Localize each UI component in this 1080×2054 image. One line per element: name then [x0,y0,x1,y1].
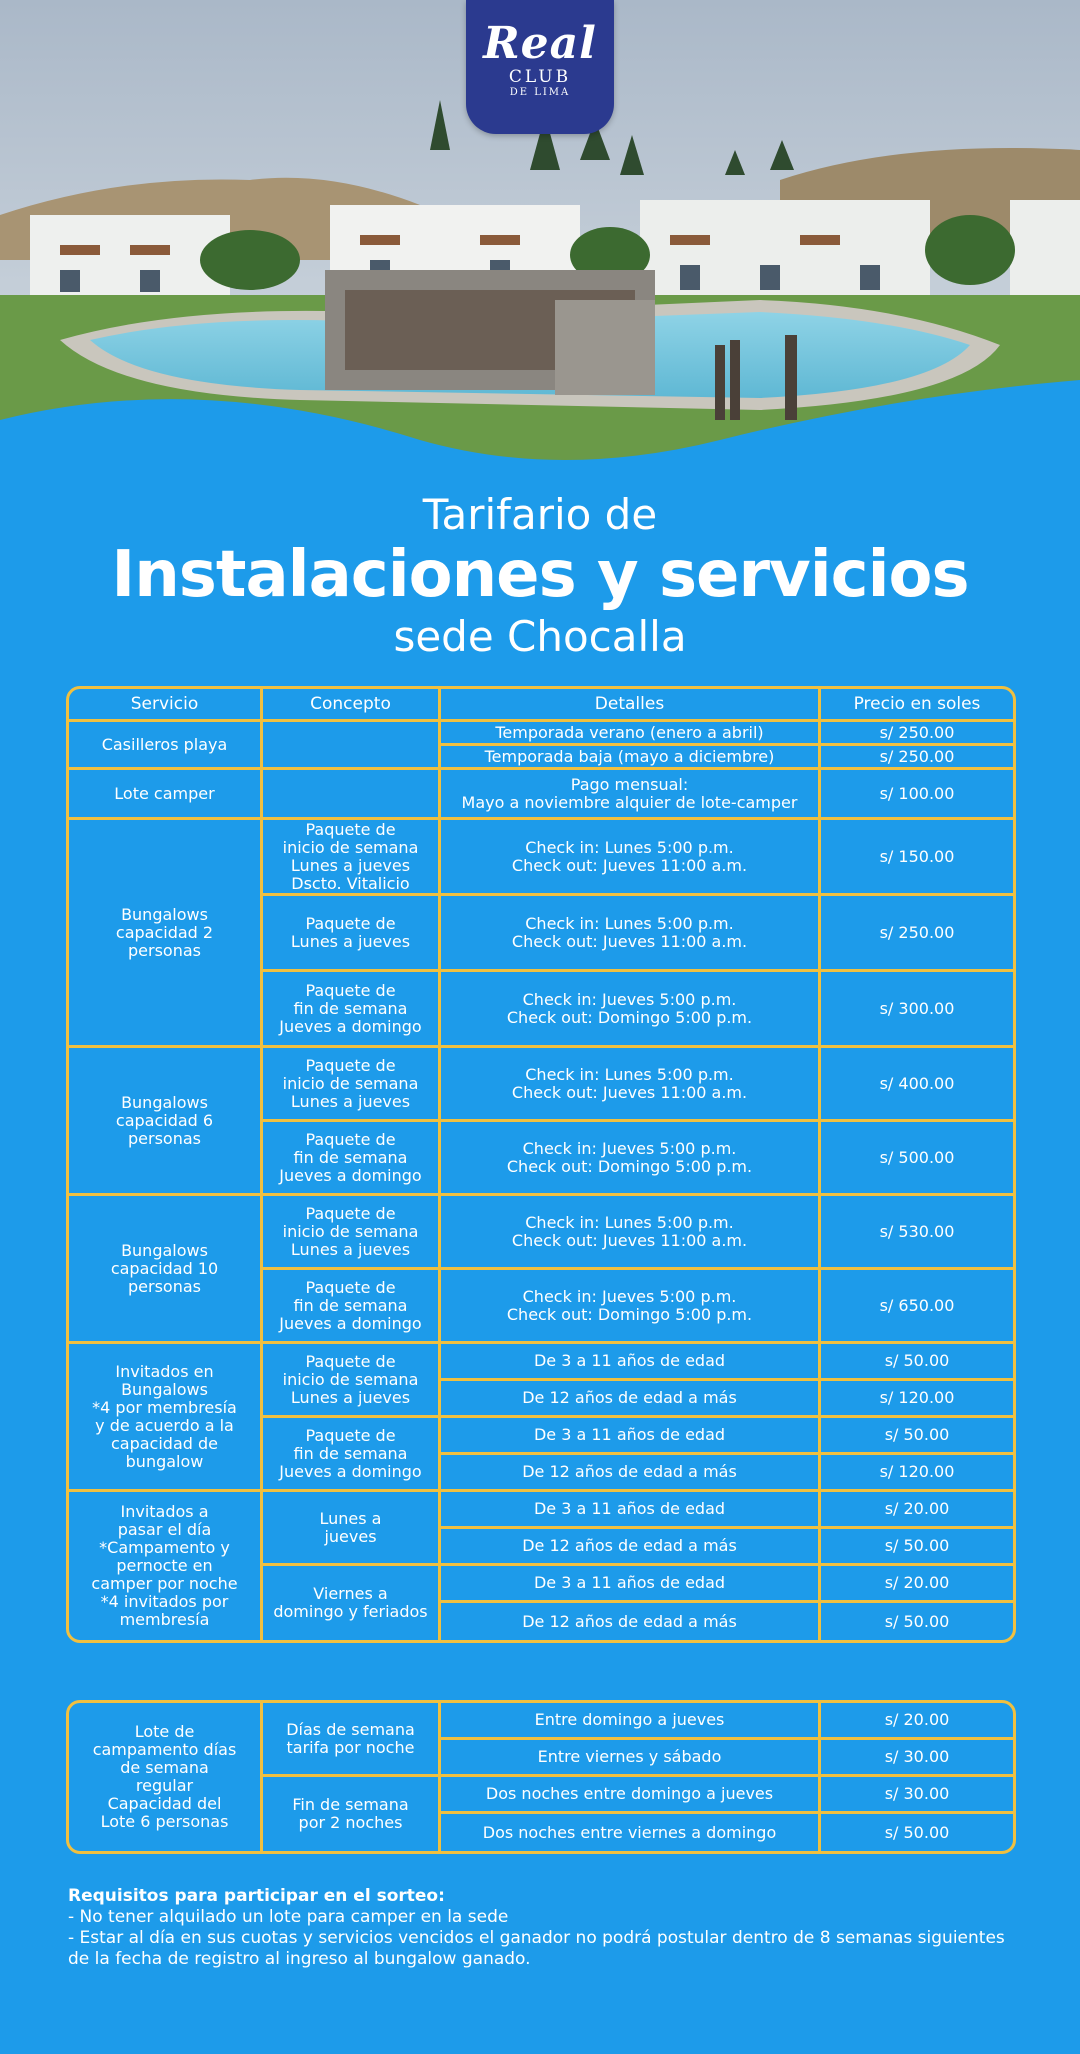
title-line-1: Tarifario de [422,490,658,539]
price-cell: s/ 50.00 [821,1529,1013,1566]
table-row [69,1196,1013,1270]
page-title: Instalaciones y servicios [111,538,969,612]
servicio-cell: Bungalows capacidad 6 personas [69,1048,263,1196]
servicio-cell: Casilleros playa [69,722,263,770]
concepto-cell: Viernes a domingo y feriados [263,1566,441,1640]
club-logo [466,0,614,134]
table-header-row [69,689,1013,722]
price-cell: s/ 20.00 [821,1566,1013,1603]
header-servicio: Servicio [69,689,263,722]
price-cell: s/ 50.00 [884,1611,950,1631]
logo-real: Real [483,18,597,69]
logo-de-lima: DE LIMA [509,87,571,98]
servicio-cell: Invitados a pasar el día *Campamento y pernocte en camper por noche *4 invitados por membresía [69,1492,263,1640]
detalle-cell: Dos noches entre viernes a domingo [441,1814,821,1851]
header-detalles: Detalles [441,689,821,722]
price-cell: s/ 30.00 [821,1777,1013,1814]
price-cell: s/ 50.00 [821,1344,1013,1381]
price-cell: s/ 250.00 [821,746,1013,770]
table-row [69,770,1013,820]
servicio-cell: Lote camper [69,770,263,820]
header-precio: Precio en soles [821,689,1013,722]
detalle-cell: Entre domingo a jueves [441,1703,821,1740]
table-row [69,1492,1013,1529]
detalle-cell: Check in: Lunes 5:00 p.m. Check out: Jueves 11:00 a.m. [441,1196,821,1270]
detalle-cell: Check in: Jueves 5:00 p.m. Check out: Domingo 5:00 p.m. [441,972,821,1048]
concepto-cell: Días de semana tarifa por noche [263,1703,441,1777]
concepto-cell: Lunes a jueves [263,1492,441,1566]
detalle-cell: Dos noches entre domingo a jueves [441,1777,821,1814]
concepto-cell [263,722,441,770]
table-row [69,820,1013,896]
table-row [69,1703,1013,1740]
servicio-cell: Invitados en Bungalows *4 por membresía y de acuerdo a la capacidad de bungalow [69,1344,263,1492]
detalle-cell: De 3 a 11 años de edad [441,1492,821,1529]
detalle-cell: Temporada baja (mayo a diciembre) [441,746,821,770]
title-line-3: sede Chocalla [393,612,687,661]
detalle-cell: De 3 a 11 años de edad [441,1418,821,1455]
detalle-cell: Entre viernes y sábado [441,1740,821,1777]
price-cell: s/ 50.00 [821,1418,1013,1455]
detalle-cell: De 3 a 11 años de edad [441,1344,821,1381]
table-row [69,1344,1013,1381]
header-concepto: Concepto [263,689,441,722]
price-cell: s/ 20.00 [821,1703,1013,1740]
price-cell: s/ 120.00 [821,1381,1013,1418]
concepto-cell: Paquete de inicio de semana Lunes a jueves Dscto. Vitalicio [263,820,441,896]
detalle-cell: De 12 años de edad a más [441,1381,821,1418]
price-cell: s/ 300.00 [821,972,1013,1048]
detalle-cell: De 12 años de edad a más [441,1455,821,1492]
concepto-cell: Paquete de Lunes a jueves [263,896,441,972]
detalle-cell: Check in: Lunes 5:00 p.m. Check out: Jueves 11:00 a.m. [441,1048,821,1122]
concepto-cell: Fin de semana por 2 noches [263,1777,441,1851]
table-row [69,1048,1013,1122]
price-cell: s/ 400.00 [821,1048,1013,1122]
detalle-cell: Pago mensual: Mayo a noviembre alquier de lote-camper [441,770,821,820]
price-cell: s/ 650.00 [821,1270,1013,1344]
price-cell: s/ 120.00 [821,1455,1013,1492]
requirement-item: - Estar al día en sus cuotas y servicios vencidos el ganador no podrá postular dentro de 8 semanas siguientes de la fecha de registro al ingreso al bungalow ganado. [68,1928,1005,1969]
price-cell: s/ 250.00 [821,722,1013,746]
servicio-cell: Bungalows capacidad 10 personas [69,1196,263,1344]
requirements [68,1886,1028,1970]
rates-table [66,686,1016,1643]
detalle-cell: De 12 años de edad a más [441,1603,821,1640]
detalle-cell: Check in: Jueves 5:00 p.m. Check out: Domingo 5:00 p.m. [441,1270,821,1344]
price-cell: s/ 50.00 [884,1822,950,1842]
price-cell: s/ 100.00 [821,770,1013,820]
concepto-cell [263,770,441,820]
servicio-cell: Lote de campamento días de semana regular Capacidad del Lote 6 personas [69,1703,263,1851]
concepto-cell: Paquete de fin de semana Jueves a domingo [263,972,441,1048]
concepto-cell: Paquete de inicio de semana Lunes a jueves [263,1344,441,1418]
price-cell: s/ 150.00 [821,820,1013,896]
price-cell: s/ 20.00 [821,1492,1013,1529]
price-cell: s/ 250.00 [821,896,1013,972]
logo-club: CLUB [508,67,572,87]
detalle-cell: Temporada verano (enero a abril) [441,722,821,746]
concepto-cell: Paquete de fin de semana Jueves a domingo [263,1418,441,1492]
concepto-cell: Paquete de fin de semana Jueves a domingo [263,1122,441,1196]
detalle-cell: De 12 años de edad a más [441,1529,821,1566]
table-row [69,722,1013,746]
detalle-cell: De 3 a 11 años de edad [441,1566,821,1603]
price-cell: s/ 500.00 [821,1122,1013,1196]
detalle-cell: Check in: Jueves 5:00 p.m. Check out: Domingo 5:00 p.m. [441,1122,821,1196]
concepto-cell: Paquete de fin de semana Jueves a domingo [263,1270,441,1344]
detalle-cell: Check in: Lunes 5:00 p.m. Check out: Jueves 11:00 a.m. [441,820,821,896]
concepto-cell: Paquete de inicio de semana Lunes a jueves [263,1048,441,1122]
requirements-title: Requisitos para participar en el sorteo: [68,1886,445,1906]
servicio-cell: Bungalows capacidad 2 personas [69,820,263,1048]
lote-campamento-table [66,1700,1016,1854]
detalle-cell: Check in: Lunes 5:00 p.m. Check out: Jueves 11:00 a.m. [441,896,821,972]
concepto-cell: Paquete de inicio de semana Lunes a jueves [263,1196,441,1270]
price-cell: s/ 530.00 [821,1196,1013,1270]
requirement-item: - No tener alquilado un lote para camper en la sede [68,1907,509,1927]
price-cell: s/ 30.00 [821,1740,1013,1777]
